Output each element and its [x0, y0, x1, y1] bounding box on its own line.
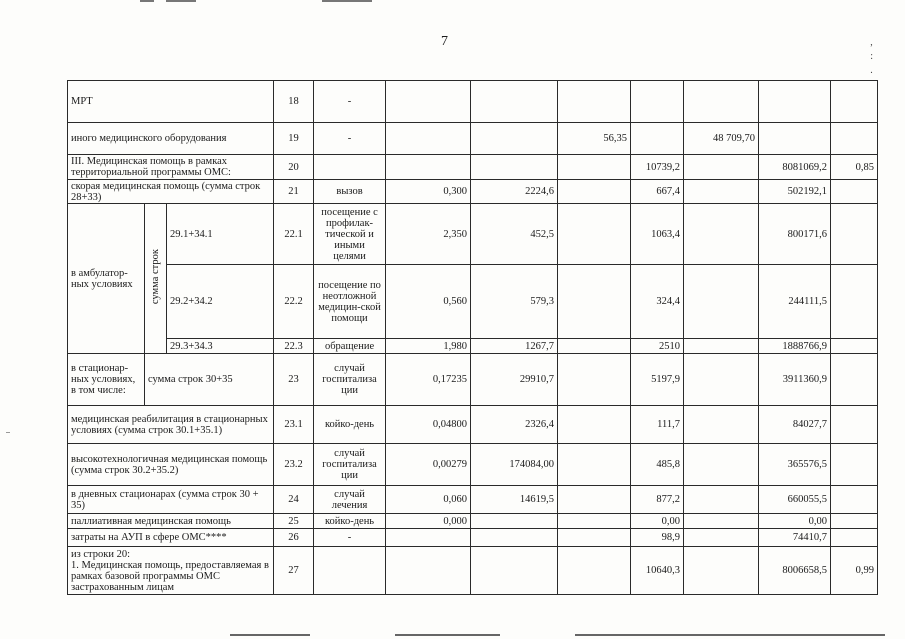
table-row — [68, 204, 878, 265]
cell: 174084,00 — [471, 444, 558, 486]
row-label: 29.3+34.3 — [167, 339, 274, 354]
cell: 0,00279 — [386, 444, 471, 486]
cell — [684, 204, 759, 265]
cell — [831, 81, 878, 123]
cell — [831, 406, 878, 444]
cell: 667,4 — [631, 180, 684, 204]
cell — [631, 81, 684, 123]
cell — [684, 354, 759, 406]
cell — [558, 529, 631, 547]
cell — [684, 444, 759, 486]
table-row — [68, 123, 878, 155]
cell: 48 709,70 — [684, 123, 759, 155]
cell — [386, 529, 471, 547]
cell — [471, 529, 558, 547]
row-line-number: 23.2 — [274, 444, 314, 486]
row-label: затраты на АУП в сфере ОМС**** — [68, 529, 274, 547]
cell — [684, 547, 759, 595]
cell — [471, 155, 558, 180]
cell: 98,9 — [631, 529, 684, 547]
cell — [684, 406, 759, 444]
table-row — [68, 155, 878, 180]
cell — [471, 547, 558, 595]
cell: 1063,4 — [631, 204, 684, 265]
row-line-number: 18 — [274, 81, 314, 123]
cell — [386, 547, 471, 595]
cell: 2326,4 — [471, 406, 558, 444]
medical-care-table — [67, 80, 878, 595]
row-unit: - — [314, 123, 386, 155]
cell: 14619,5 — [471, 486, 558, 514]
cell — [471, 514, 558, 529]
table-row — [68, 81, 878, 123]
table-row — [68, 529, 878, 547]
cell — [558, 444, 631, 486]
row-line-number: 26 — [274, 529, 314, 547]
cell — [558, 547, 631, 595]
cell — [831, 514, 878, 529]
sum-rows-vertical-label: сумма строк — [145, 204, 167, 354]
margin-tick — [6, 432, 10, 433]
cell — [831, 444, 878, 486]
cell: 0,85 — [831, 155, 878, 180]
cell: 324,4 — [631, 265, 684, 339]
row-unit: обращение — [314, 339, 386, 354]
cell — [831, 354, 878, 406]
cell — [558, 265, 631, 339]
row-line-number: 24 — [274, 486, 314, 514]
cell — [471, 81, 558, 123]
row-label: из строки 20: 1. Медицинская помощь, предоставляемая в рамках базовой программы ОМС застрахованным лицам — [68, 547, 274, 595]
cell: 0,17235 — [386, 354, 471, 406]
row-unit: - — [314, 529, 386, 547]
cell — [558, 406, 631, 444]
table-row — [68, 514, 878, 529]
bottom-scan-lines — [0, 632, 905, 638]
row-unit: случай госпитализа ции — [314, 354, 386, 406]
cell: 800171,6 — [759, 204, 831, 265]
cell: 2510 — [631, 339, 684, 354]
cell — [558, 155, 631, 180]
row-unit: койко-день — [314, 514, 386, 529]
cell — [684, 514, 759, 529]
row-unit: вызов — [314, 180, 386, 204]
cell — [831, 180, 878, 204]
cell — [558, 354, 631, 406]
cell: 56,35 — [558, 123, 631, 155]
inpatient-group-label: в стационар-ных условиях, в том числе: — [68, 354, 145, 406]
row-unit: случай лечения — [314, 486, 386, 514]
cell — [631, 123, 684, 155]
cell: 0,060 — [386, 486, 471, 514]
cell — [684, 81, 759, 123]
row-unit: посещение с профилак-тической и иными целями — [314, 204, 386, 265]
row-unit: случай госпитализа ции — [314, 444, 386, 486]
cell — [831, 529, 878, 547]
cell: 1,980 — [386, 339, 471, 354]
cell: 8006658,5 — [759, 547, 831, 595]
row-label: III. Медицинская помощь в рамках территориальной программы ОМС: — [68, 155, 274, 180]
table-row — [68, 406, 878, 444]
cell — [684, 180, 759, 204]
cell: 0,00 — [631, 514, 684, 529]
cell — [831, 204, 878, 265]
row-label: сумма строк 30+35 — [145, 354, 274, 406]
table-row — [68, 547, 878, 595]
cell: 1888766,9 — [759, 339, 831, 354]
cell — [831, 265, 878, 339]
cell — [831, 123, 878, 155]
row-label: скорая медицинская помощь (сумма строк 28+33) — [68, 180, 274, 204]
cell: 0,00 — [759, 514, 831, 529]
row-line-number: 20 — [274, 155, 314, 180]
ambulatory-group-label: в амбулатор-ных условиях — [68, 204, 145, 354]
margin-marks: , : . — [870, 37, 873, 76]
table-row — [68, 354, 878, 406]
cell — [558, 486, 631, 514]
row-unit — [314, 155, 386, 180]
cell: 3911360,9 — [759, 354, 831, 406]
cell — [684, 265, 759, 339]
row-unit: посещение по неотложной медицин-ской помощи — [314, 265, 386, 339]
row-line-number: 23 — [274, 354, 314, 406]
row-line-number: 22.3 — [274, 339, 314, 354]
row-unit — [314, 547, 386, 595]
cell: 29910,7 — [471, 354, 558, 406]
cell: 502192,1 — [759, 180, 831, 204]
row-label: медицинская реабилитация в стационарных условиях (сумма строк 30.1+35.1) — [68, 406, 274, 444]
cell — [759, 81, 831, 123]
row-label: МРТ — [68, 81, 274, 123]
cell: 579,3 — [471, 265, 558, 339]
cell — [684, 486, 759, 514]
page-number: 7 — [441, 34, 448, 49]
table-row — [68, 486, 878, 514]
table-row — [68, 265, 878, 339]
row-line-number: 22.1 — [274, 204, 314, 265]
cell — [558, 81, 631, 123]
top-scan-marks — [140, 0, 390, 4]
cell: 10739,2 — [631, 155, 684, 180]
cell: 660055,5 — [759, 486, 831, 514]
cell: 244111,5 — [759, 265, 831, 339]
cell — [386, 123, 471, 155]
cell: 74410,7 — [759, 529, 831, 547]
row-line-number: 21 — [274, 180, 314, 204]
row-label: иного медицинского оборудования — [68, 123, 274, 155]
cell: 0,99 — [831, 547, 878, 595]
cell: 5197,9 — [631, 354, 684, 406]
cell: 10640,3 — [631, 547, 684, 595]
row-line-number: 23.1 — [274, 406, 314, 444]
table-row — [68, 339, 878, 354]
cell: 0,560 — [386, 265, 471, 339]
cell: 0,000 — [386, 514, 471, 529]
cell — [831, 486, 878, 514]
row-line-number: 19 — [274, 123, 314, 155]
row-line-number: 25 — [274, 514, 314, 529]
row-unit: койко-день — [314, 406, 386, 444]
cell: 2224,6 — [471, 180, 558, 204]
cell — [558, 180, 631, 204]
table-row — [68, 180, 878, 204]
cell — [558, 204, 631, 265]
row-label: паллиативная медицинская помощь — [68, 514, 274, 529]
cell: 111,7 — [631, 406, 684, 444]
row-unit: - — [314, 81, 386, 123]
cell: 0,04800 — [386, 406, 471, 444]
cell: 2,350 — [386, 204, 471, 265]
cell: 8081069,2 — [759, 155, 831, 180]
cell: 452,5 — [471, 204, 558, 265]
cell — [684, 155, 759, 180]
row-label: 29.2+34.2 — [167, 265, 274, 339]
cell: 0,300 — [386, 180, 471, 204]
cell: 84027,7 — [759, 406, 831, 444]
row-label: высокотехнологичная медицинская помощь (сумма строк 30.2+35.2) — [68, 444, 274, 486]
cell: 365576,5 — [759, 444, 831, 486]
cell: 485,8 — [631, 444, 684, 486]
cell — [558, 339, 631, 354]
cell — [831, 339, 878, 354]
cell — [386, 81, 471, 123]
cell: 877,2 — [631, 486, 684, 514]
row-line-number: 27 — [274, 547, 314, 595]
cell — [759, 123, 831, 155]
cell: 1267,7 — [471, 339, 558, 354]
cell — [471, 123, 558, 155]
row-label: в дневных стационарах (сумма строк 30 + 35) — [68, 486, 274, 514]
row-label: 29.1+34.1 — [167, 204, 274, 265]
cell — [684, 529, 759, 547]
table-row — [68, 444, 878, 486]
cell — [386, 155, 471, 180]
cell — [684, 339, 759, 354]
cell — [558, 514, 631, 529]
row-line-number: 22.2 — [274, 265, 314, 339]
